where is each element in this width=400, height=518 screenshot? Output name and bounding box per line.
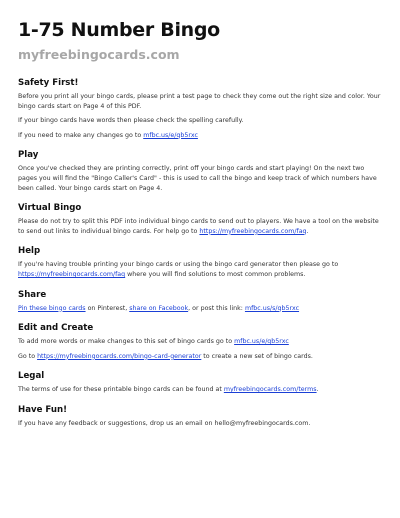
legal-text-end: .	[316, 386, 319, 394]
section-heading: Play	[18, 150, 39, 161]
virtual-text: Please do not try to split this PDF into individual bingo cards to send out to players. We have a tool on the website to send out links to individual bingo cards. For help go to	[18, 218, 379, 235]
section-heading: Help	[18, 246, 41, 257]
share-short-link[interactable]: mfbc.us/s/qb5rxc	[244, 304, 300, 312]
virtual-text-end: .	[306, 227, 309, 235]
help-text-end: where you will find solutions to most common problems.	[125, 270, 306, 278]
section-share	[18, 289, 382, 314]
generator-link[interactable]: https://myfreebingocards.com/bingo-card-generator	[37, 352, 202, 360]
legal-paragraph	[18, 385, 382, 395]
section-virtual-bingo	[18, 202, 382, 236]
safety-paragraph-3	[18, 131, 382, 141]
section-heading: Safety First!	[18, 78, 79, 88]
section-play	[18, 149, 382, 193]
section-heading: Have Fun!	[18, 404, 68, 415]
section-heading: Share	[18, 289, 47, 300]
section-have-fun	[18, 404, 382, 429]
section-legal	[18, 370, 382, 395]
pinterest-link[interactable]: Pin these bingo cards	[18, 304, 86, 312]
section-heading: Edit and Create	[18, 323, 94, 334]
faq-link[interactable]: https://myfreebingocards.com/faq	[18, 270, 126, 278]
facebook-link[interactable]: share on Facebook	[129, 304, 189, 312]
share-text-1: on Pinterest,	[85, 304, 130, 312]
safety-paragraph-2: If your bingo cards have words then please check the spelling carefully.	[18, 117, 244, 125]
edit-paragraph-2	[18, 352, 382, 362]
edit-text: To add more words or make changes to this set of bingo cards go to	[18, 338, 235, 346]
faq-link[interactable]: https://myfreebingocards.com/faq	[199, 227, 307, 235]
section-safety	[18, 77, 382, 140]
help-text: If you're having trouble printing your bingo cards or using the bingo card generator then please go to	[18, 261, 339, 269]
play-paragraph: Once you've checked they are printing correctly, print off your bingo cards and start playing! On the next two pages you will find the "Bingo Caller's Card" - this is used to call the bingo and keep track of which numbers have been called. Your bingo cards start on Page 4.	[18, 165, 377, 192]
section-help	[18, 245, 382, 279]
edit-link[interactable]: mfbc.us/e/qb5rxc	[234, 338, 289, 346]
page-title: 1-75 Number Bingo	[18, 19, 220, 41]
help-paragraph	[18, 260, 382, 279]
virtual-paragraph	[18, 217, 382, 236]
edit-text-2b: to create a new set of bingo cards.	[201, 352, 313, 360]
edit-link[interactable]: mfbc.us/e/qb5rxc	[143, 131, 198, 139]
edit-paragraph-1	[18, 337, 382, 347]
fun-paragraph: If you have any feedback or suggestions, drop us an email on hello@myfreebingocards.com.	[18, 419, 311, 427]
section-heading: Legal	[18, 371, 45, 382]
section-edit-create	[18, 322, 382, 361]
site-name: myfreebingocards.com	[18, 47, 180, 62]
share-paragraph	[18, 304, 382, 314]
safety-paragraph-1: Before you print all your bingo cards, please print a test page to check they come out the right size and color. Your bingo cards start on Page 4 of this PDF.	[18, 93, 381, 110]
legal-text: The terms of use for these printable bingo cards can be found at	[18, 386, 224, 394]
edit-text-2a: Go to	[18, 352, 38, 360]
section-heading: Virtual Bingo	[18, 203, 82, 214]
share-text-2: , or post this link:	[188, 304, 245, 312]
terms-link[interactable]: myfreebingocards.com/terms	[223, 386, 317, 394]
safety-text: If you need to make any changes go to	[18, 131, 144, 139]
